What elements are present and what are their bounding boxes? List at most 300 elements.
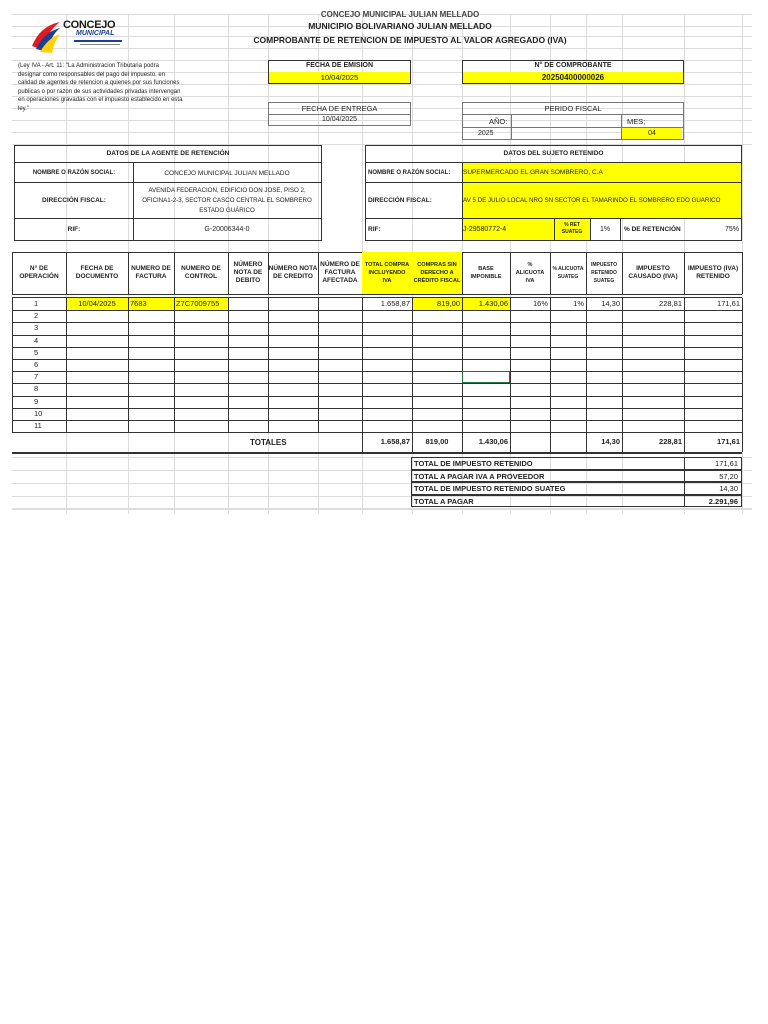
comprobante-value[interactable]: 20250400000026 — [463, 72, 683, 83]
table-row — [12, 322, 742, 334]
table-cell[interactable] — [550, 359, 586, 371]
column-header-text: DE CREDITO — [273, 273, 313, 280]
ret-suateg-label-cell — [554, 219, 590, 240]
column-header-text: BASE — [478, 266, 494, 272]
table-cell[interactable] — [228, 298, 268, 310]
summary-label: TOTAL A PAGAR IVA A PROVEEDOR — [411, 470, 684, 483]
column-header-lines — [516, 261, 544, 285]
gridline — [510, 14, 511, 514]
table-row — [12, 310, 742, 322]
table-row — [12, 335, 742, 347]
table-cell[interactable] — [268, 396, 318, 408]
table-cell[interactable] — [586, 335, 622, 347]
table-cell[interactable]: 2 — [34, 311, 39, 321]
column-header[interactable] — [462, 252, 510, 294]
table-cell[interactable] — [318, 371, 362, 383]
table-cell[interactable] — [66, 396, 128, 408]
table-cell[interactable] — [550, 420, 586, 432]
agente-nombre-label: NOMBRE O RAZÓN SOCIAL: — [32, 170, 116, 176]
table-cell[interactable] — [362, 310, 412, 322]
logo-subline — [80, 44, 120, 45]
sujeto-nombre-label: NOMBRE O RAZÓN SOCIAL: — [368, 170, 451, 176]
table-cell[interactable] — [684, 420, 742, 432]
table-border — [12, 383, 742, 384]
table-cell[interactable] — [66, 322, 128, 334]
table-cell[interactable] — [684, 371, 742, 383]
legal-line: calidad de agentes de retencion a quienes por sus funciones — [18, 80, 180, 86]
table-cell[interactable]: 6 — [34, 360, 39, 369]
fecha-emision-value[interactable]: 10/04/2025 — [269, 72, 410, 83]
table-cell[interactable] — [622, 420, 684, 432]
table-cell[interactable] — [550, 371, 586, 383]
table-cell[interactable] — [622, 359, 684, 371]
gridline — [318, 14, 319, 514]
table-cell[interactable] — [174, 322, 228, 334]
table-cell[interactable] — [128, 396, 174, 408]
logo-word-concejo: CONCEJO — [63, 19, 116, 31]
summary-value: 2.291,96 — [684, 495, 742, 508]
column-header[interactable] — [586, 252, 622, 294]
table-cell[interactable] — [228, 359, 268, 371]
table-cell[interactable] — [228, 310, 268, 322]
table-cell[interactable] — [174, 383, 228, 395]
column-header[interactable] — [362, 252, 412, 294]
table-cell[interactable] — [510, 335, 550, 347]
table-cell[interactable] — [268, 359, 318, 371]
column-header[interactable] — [268, 252, 318, 294]
table-cell[interactable] — [684, 383, 742, 395]
table-cell[interactable] — [586, 359, 622, 371]
table-cell[interactable]: 1.658,87 — [380, 299, 410, 308]
totales-label: TOTALES — [250, 438, 287, 448]
gridline — [684, 14, 685, 514]
table-row — [12, 371, 742, 383]
column-header-text: NÚMERO DE — [320, 261, 360, 268]
column-header-text: FACTURA — [135, 273, 167, 280]
table-border — [12, 432, 742, 433]
table-cell[interactable] — [510, 383, 550, 395]
summary-value: 171,61 — [684, 457, 742, 470]
table-cell[interactable] — [66, 408, 128, 420]
column-header[interactable] — [510, 252, 550, 294]
table-cell[interactable] — [550, 310, 586, 322]
table-cell[interactable] — [174, 396, 228, 408]
table-cell[interactable] — [622, 371, 684, 383]
table-cell[interactable] — [174, 408, 228, 420]
sujeto-rif-label: RIF: — [368, 226, 381, 233]
column-header-text: IMPUESTO (IVA) — [687, 265, 739, 272]
table-cell[interactable] — [462, 371, 510, 383]
table-cell[interactable] — [510, 310, 550, 322]
totals-cell: 1.430,06 — [478, 437, 508, 447]
table-cell[interactable] — [586, 347, 622, 359]
table-cell[interactable] — [268, 383, 318, 395]
column-header-text: DEBITO — [235, 277, 261, 284]
table-cell[interactable] — [412, 347, 462, 359]
table-cell[interactable] — [66, 335, 128, 347]
agente-rif-value[interactable]: G-20006344-0 — [204, 226, 250, 233]
table-cell[interactable] — [66, 371, 128, 383]
table-cell[interactable] — [622, 310, 684, 322]
table-border — [12, 322, 742, 323]
column-header-lines — [591, 261, 617, 285]
legal-line: ley." — [18, 105, 30, 112]
table-cell[interactable]: 1.430,06 — [462, 298, 510, 310]
table-cell[interactable] — [684, 396, 742, 408]
sujeto-retenido-section — [365, 145, 742, 241]
table-cell[interactable] — [128, 347, 174, 359]
table-cell[interactable] — [684, 322, 742, 334]
table-cell[interactable] — [586, 383, 622, 395]
table-cell[interactable] — [550, 347, 586, 359]
table-cell[interactable] — [462, 322, 510, 334]
table-cell[interactable] — [174, 335, 228, 347]
legal-line: (Ley IVA - Art. 11: "La Administracion Tributaria podra — [18, 63, 159, 69]
column-header[interactable] — [684, 252, 742, 294]
table-cell[interactable] — [412, 408, 462, 420]
table-cell[interactable] — [550, 322, 586, 334]
table-cell[interactable] — [622, 335, 684, 347]
table-border — [12, 252, 13, 294]
table-cell[interactable] — [586, 396, 622, 408]
table-cell[interactable] — [228, 347, 268, 359]
table-cell[interactable] — [362, 359, 412, 371]
table-cell[interactable] — [128, 335, 174, 347]
table-cell[interactable] — [66, 420, 128, 432]
table-cell[interactable] — [510, 371, 550, 383]
gridline — [362, 14, 363, 514]
fecha-emision-box — [268, 60, 411, 84]
table-cell[interactable] — [462, 347, 510, 359]
comprobante-box — [462, 60, 684, 84]
table-cell[interactable] — [228, 383, 268, 395]
table-cell[interactable] — [174, 371, 228, 383]
table-cell[interactable]: 1 — [34, 299, 39, 308]
agente-direccion-line: AVENIDA FEDERACION, EDIFICIO DON JOSE, PISO 2, — [148, 187, 306, 194]
logo-bar — [74, 40, 122, 42]
table-cell[interactable] — [228, 322, 268, 334]
table-cell[interactable]: 7683 — [128, 298, 174, 310]
summary-value: 14,30 — [684, 482, 742, 495]
table-cell[interactable] — [66, 383, 128, 395]
table-row — [12, 420, 742, 432]
legal-line: en operaciones gravadas con el impuesto establecido en esta — [18, 97, 183, 103]
column-header-lines — [628, 265, 677, 281]
ret-suateg-value[interactable]: 1% — [599, 226, 611, 233]
fecha-emision-label: FECHA DE EMISIÓN — [305, 62, 374, 69]
gridline — [742, 14, 743, 514]
table-cell[interactable]: 1% — [573, 299, 584, 308]
agente-title: DATOS DE LA AGENTE DE RETENCIÓN — [106, 150, 230, 157]
column-header-lines — [76, 265, 119, 281]
table-cell[interactable]: 10 — [34, 408, 43, 418]
table-cell[interactable] — [412, 420, 462, 432]
table-cell[interactable] — [550, 335, 586, 347]
anio-value[interactable]: 2025 — [478, 130, 494, 137]
table-cell[interactable]: 14,30 — [601, 299, 620, 308]
table-cell[interactable] — [128, 310, 174, 322]
table-cell[interactable] — [128, 408, 174, 420]
totals-cell: 1.658,87 — [380, 437, 410, 447]
table-cell[interactable] — [684, 347, 742, 359]
table-cell[interactable]: 7 — [34, 372, 39, 382]
table-cell[interactable] — [622, 408, 684, 420]
table-cell[interactable] — [128, 383, 174, 395]
table-cell[interactable]: 16% — [532, 299, 548, 308]
comprobante-label: N° DE COMPROBANTE — [534, 62, 612, 69]
periodo-fiscal-box — [462, 102, 684, 140]
table-cell[interactable] — [412, 359, 462, 371]
table-border — [12, 432, 742, 433]
fecha-entrega-label: FECHA DE ENTREGA — [301, 104, 378, 113]
table-cell[interactable] — [510, 408, 550, 420]
column-header-text: FECHA DE — [80, 265, 114, 272]
table-row — [12, 359, 742, 371]
table-cell[interactable] — [412, 383, 462, 395]
retencion-value[interactable]: 75% — [724, 226, 739, 233]
table-cell[interactable] — [412, 371, 462, 383]
gridline — [12, 508, 752, 509]
column-header[interactable] — [66, 252, 128, 294]
legal-line: designar como responsables del pago del impuesto, en — [18, 71, 166, 78]
table-cell[interactable] — [268, 347, 318, 359]
table-cell[interactable] — [622, 347, 684, 359]
table-cell[interactable] — [586, 408, 622, 420]
periodo-label: PERIDO FISCAL — [544, 104, 602, 113]
sujeto-nombre-value[interactable]: SUPERMERCADO EL GRAN SOMBRERO, C.A — [463, 163, 741, 182]
table-cell[interactable] — [128, 371, 174, 383]
table-cell[interactable] — [128, 322, 174, 334]
table-cell[interactable] — [362, 322, 412, 334]
header-cut-title: CONCEJO MUNICIPAL JULIAN MELLADO — [320, 10, 480, 17]
column-header[interactable] — [12, 252, 66, 294]
table-cell[interactable] — [550, 396, 586, 408]
ret-suateg-label: % RET — [564, 222, 580, 228]
table-cell[interactable]: 228,81 — [659, 299, 682, 308]
table-border — [12, 298, 13, 432]
fecha-entrega-value[interactable]: 10/04/2025 — [321, 116, 358, 123]
column-header[interactable] — [128, 252, 174, 294]
column-header-lines — [131, 265, 171, 281]
table-cell[interactable] — [362, 420, 412, 432]
table-cell[interactable]: 4 — [34, 335, 39, 345]
column-header-text: IVA — [382, 278, 392, 284]
table-cell[interactable]: Z7C7009755 — [174, 298, 228, 310]
table-cell[interactable] — [550, 383, 586, 395]
table-cell[interactable] — [510, 396, 550, 408]
table-cell[interactable] — [684, 359, 742, 371]
column-header-text: TOTAL COMPRA — [364, 262, 410, 268]
column-header-lines — [552, 265, 583, 281]
table-cell[interactable] — [318, 396, 362, 408]
sujeto-rif-value[interactable]: J-29580772-4 — [463, 219, 554, 240]
totals-cell: 228,81 — [659, 437, 682, 447]
table-cell[interactable] — [462, 408, 510, 420]
table-cell[interactable] — [412, 396, 462, 408]
column-header-text: DOCUMENTO — [75, 273, 119, 280]
selected-cell[interactable] — [462, 371, 510, 383]
table-cell[interactable]: 5 — [34, 347, 39, 357]
table-cell[interactable] — [268, 310, 318, 322]
table-cell[interactable] — [228, 335, 268, 347]
table-border — [12, 420, 742, 421]
column-header-text: NUMERO DE — [131, 265, 171, 272]
table-cell[interactable] — [228, 371, 268, 383]
table-cell[interactable] — [66, 359, 128, 371]
totals-cell: 819,00 — [425, 437, 449, 447]
table-border — [12, 297, 742, 298]
totals-cell: 171,61 — [717, 437, 740, 447]
table-cell[interactable] — [510, 347, 550, 359]
table-cell[interactable] — [362, 335, 412, 347]
table-cell[interactable] — [318, 335, 362, 347]
column-header-lines — [688, 265, 738, 281]
table-border — [12, 294, 742, 295]
column-header-lines — [414, 261, 461, 285]
table-cell[interactable]: 171,61 — [717, 299, 740, 308]
column-header-text: CRÉDITO FISCAL — [413, 278, 461, 284]
table-cell[interactable] — [318, 322, 362, 334]
header-municipio: MUNICIPIO BOLIVARIANO JULIAN MELLADO — [308, 21, 492, 31]
column-header-text: CAUSADO (IVA) — [628, 273, 678, 280]
table-cell[interactable] — [228, 408, 268, 420]
column-header-text: % — [527, 262, 533, 268]
table-cell[interactable] — [362, 383, 412, 395]
table-cell[interactable] — [318, 408, 362, 420]
column-header[interactable] — [174, 252, 228, 294]
table-row — [12, 383, 742, 395]
table-cell[interactable] — [412, 322, 462, 334]
column-header[interactable] — [412, 252, 462, 294]
table-cell[interactable] — [622, 322, 684, 334]
table-cell[interactable] — [66, 347, 128, 359]
table-cell[interactable] — [318, 298, 362, 310]
sujeto-direccion-value[interactable]: AV 5 DE JULIO LOCAL NRO SN SECTOR EL TAMARINDO EL SOMBRERO EDO GUARICO — [463, 183, 741, 218]
table-cell[interactable] — [128, 420, 174, 432]
table-cell[interactable] — [268, 408, 318, 420]
table-cell[interactable] — [622, 383, 684, 395]
legal-text-block — [18, 62, 228, 113]
table-cell[interactable] — [462, 420, 510, 432]
table-cell[interactable] — [318, 359, 362, 371]
column-header[interactable] — [318, 252, 362, 294]
ret-suateg-label: SUATEG — [561, 229, 583, 235]
table-cell[interactable] — [684, 310, 742, 322]
table-cell[interactable]: 819,00 — [412, 298, 462, 310]
table-row — [12, 396, 742, 408]
table-cell[interactable] — [228, 396, 268, 408]
agente-retencion-section — [14, 145, 322, 241]
table-row — [12, 408, 742, 420]
table-cell[interactable]: 10/04/2025 — [66, 298, 128, 310]
table-cell[interactable] — [462, 335, 510, 347]
table-cell[interactable] — [174, 420, 228, 432]
table-cell[interactable]: 3 — [34, 323, 39, 333]
agente-direccion-value[interactable] — [133, 186, 321, 216]
table-cell[interactable] — [586, 371, 622, 383]
column-header-text: RETENIDO — [696, 273, 730, 280]
summary-label: TOTAL DE IMPUESTO RETENIDO — [411, 457, 684, 470]
table-border — [12, 347, 742, 348]
table-cell[interactable] — [462, 396, 510, 408]
table-cell[interactable] — [362, 408, 412, 420]
table-cell[interactable]: 8 — [34, 384, 39, 394]
anio-label: AÑO: — [489, 117, 508, 126]
table-cell[interactable] — [362, 371, 412, 383]
mes-value[interactable]: 04 — [622, 128, 682, 139]
table-cell[interactable]: 9 — [34, 396, 39, 406]
column-header-lines — [320, 261, 360, 285]
column-header-text: INCLUYENDO — [368, 270, 406, 276]
legal-line: publicas o por razon de sus actividades privadas intervengan — [18, 88, 181, 95]
table-cell[interactable] — [550, 408, 586, 420]
table-cell[interactable]: 11 — [34, 421, 42, 430]
table-cell[interactable] — [228, 420, 268, 432]
table-cell[interactable] — [684, 335, 742, 347]
table-cell[interactable] — [318, 310, 362, 322]
concejo-logo — [30, 16, 130, 54]
table-cell[interactable] — [268, 322, 318, 334]
table-cell[interactable] — [510, 420, 550, 432]
column-header-lines — [12, 265, 66, 281]
table-cell[interactable] — [362, 347, 412, 359]
column-header[interactable] — [622, 252, 684, 294]
table-border — [12, 359, 742, 360]
column-header-text: N° DE OPERACIÓN — [19, 265, 59, 280]
table-cell[interactable] — [174, 310, 228, 322]
summary-label: TOTAL DE IMPUESTO RETENIDO SUATEG — [411, 482, 684, 495]
gridline — [550, 14, 551, 514]
table-cell[interactable] — [128, 359, 174, 371]
table-cell[interactable] — [462, 359, 510, 371]
table-cell[interactable] — [510, 359, 550, 371]
fecha-entrega-box — [268, 102, 411, 126]
summary-label: TOTAL A PAGAR — [411, 495, 684, 508]
table-cell[interactable] — [412, 335, 462, 347]
table-cell[interactable] — [462, 383, 510, 395]
table-cell[interactable] — [684, 408, 742, 420]
table-cell[interactable] — [174, 347, 228, 359]
agente-nombre-value[interactable]: CONCEJO MUNICIPAL JULIAN MELLADO — [164, 170, 290, 177]
table-cell[interactable] — [268, 420, 318, 432]
table-cell[interactable] — [268, 335, 318, 347]
column-header[interactable] — [228, 252, 268, 294]
table-cell[interactable] — [586, 310, 622, 322]
table-cell[interactable] — [318, 420, 362, 432]
table-cell[interactable] — [174, 359, 228, 371]
table-cell[interactable] — [586, 322, 622, 334]
table-cell[interactable] — [412, 310, 462, 322]
column-header-text: SUATEG — [593, 278, 615, 284]
table-cell[interactable] — [362, 396, 412, 408]
table-border — [12, 396, 742, 397]
column-header-text: IMPUESTO — [636, 265, 670, 272]
table-cell[interactable] — [318, 347, 362, 359]
table-cell[interactable] — [462, 310, 510, 322]
table-cell[interactable] — [268, 371, 318, 383]
table-cell[interactable] — [622, 396, 684, 408]
table-cell[interactable] — [586, 420, 622, 432]
table-cell[interactable] — [510, 322, 550, 334]
retencion-label: % DE RETENCIÓN — [624, 226, 681, 233]
column-header[interactable] — [550, 252, 586, 294]
table-cell[interactable] — [66, 310, 128, 322]
gridline — [228, 14, 229, 514]
column-header-text: CONTROL — [184, 273, 218, 280]
table-cell[interactable] — [318, 383, 362, 395]
totals-cell: 14,30 — [601, 437, 620, 447]
table-cell[interactable] — [268, 298, 318, 310]
